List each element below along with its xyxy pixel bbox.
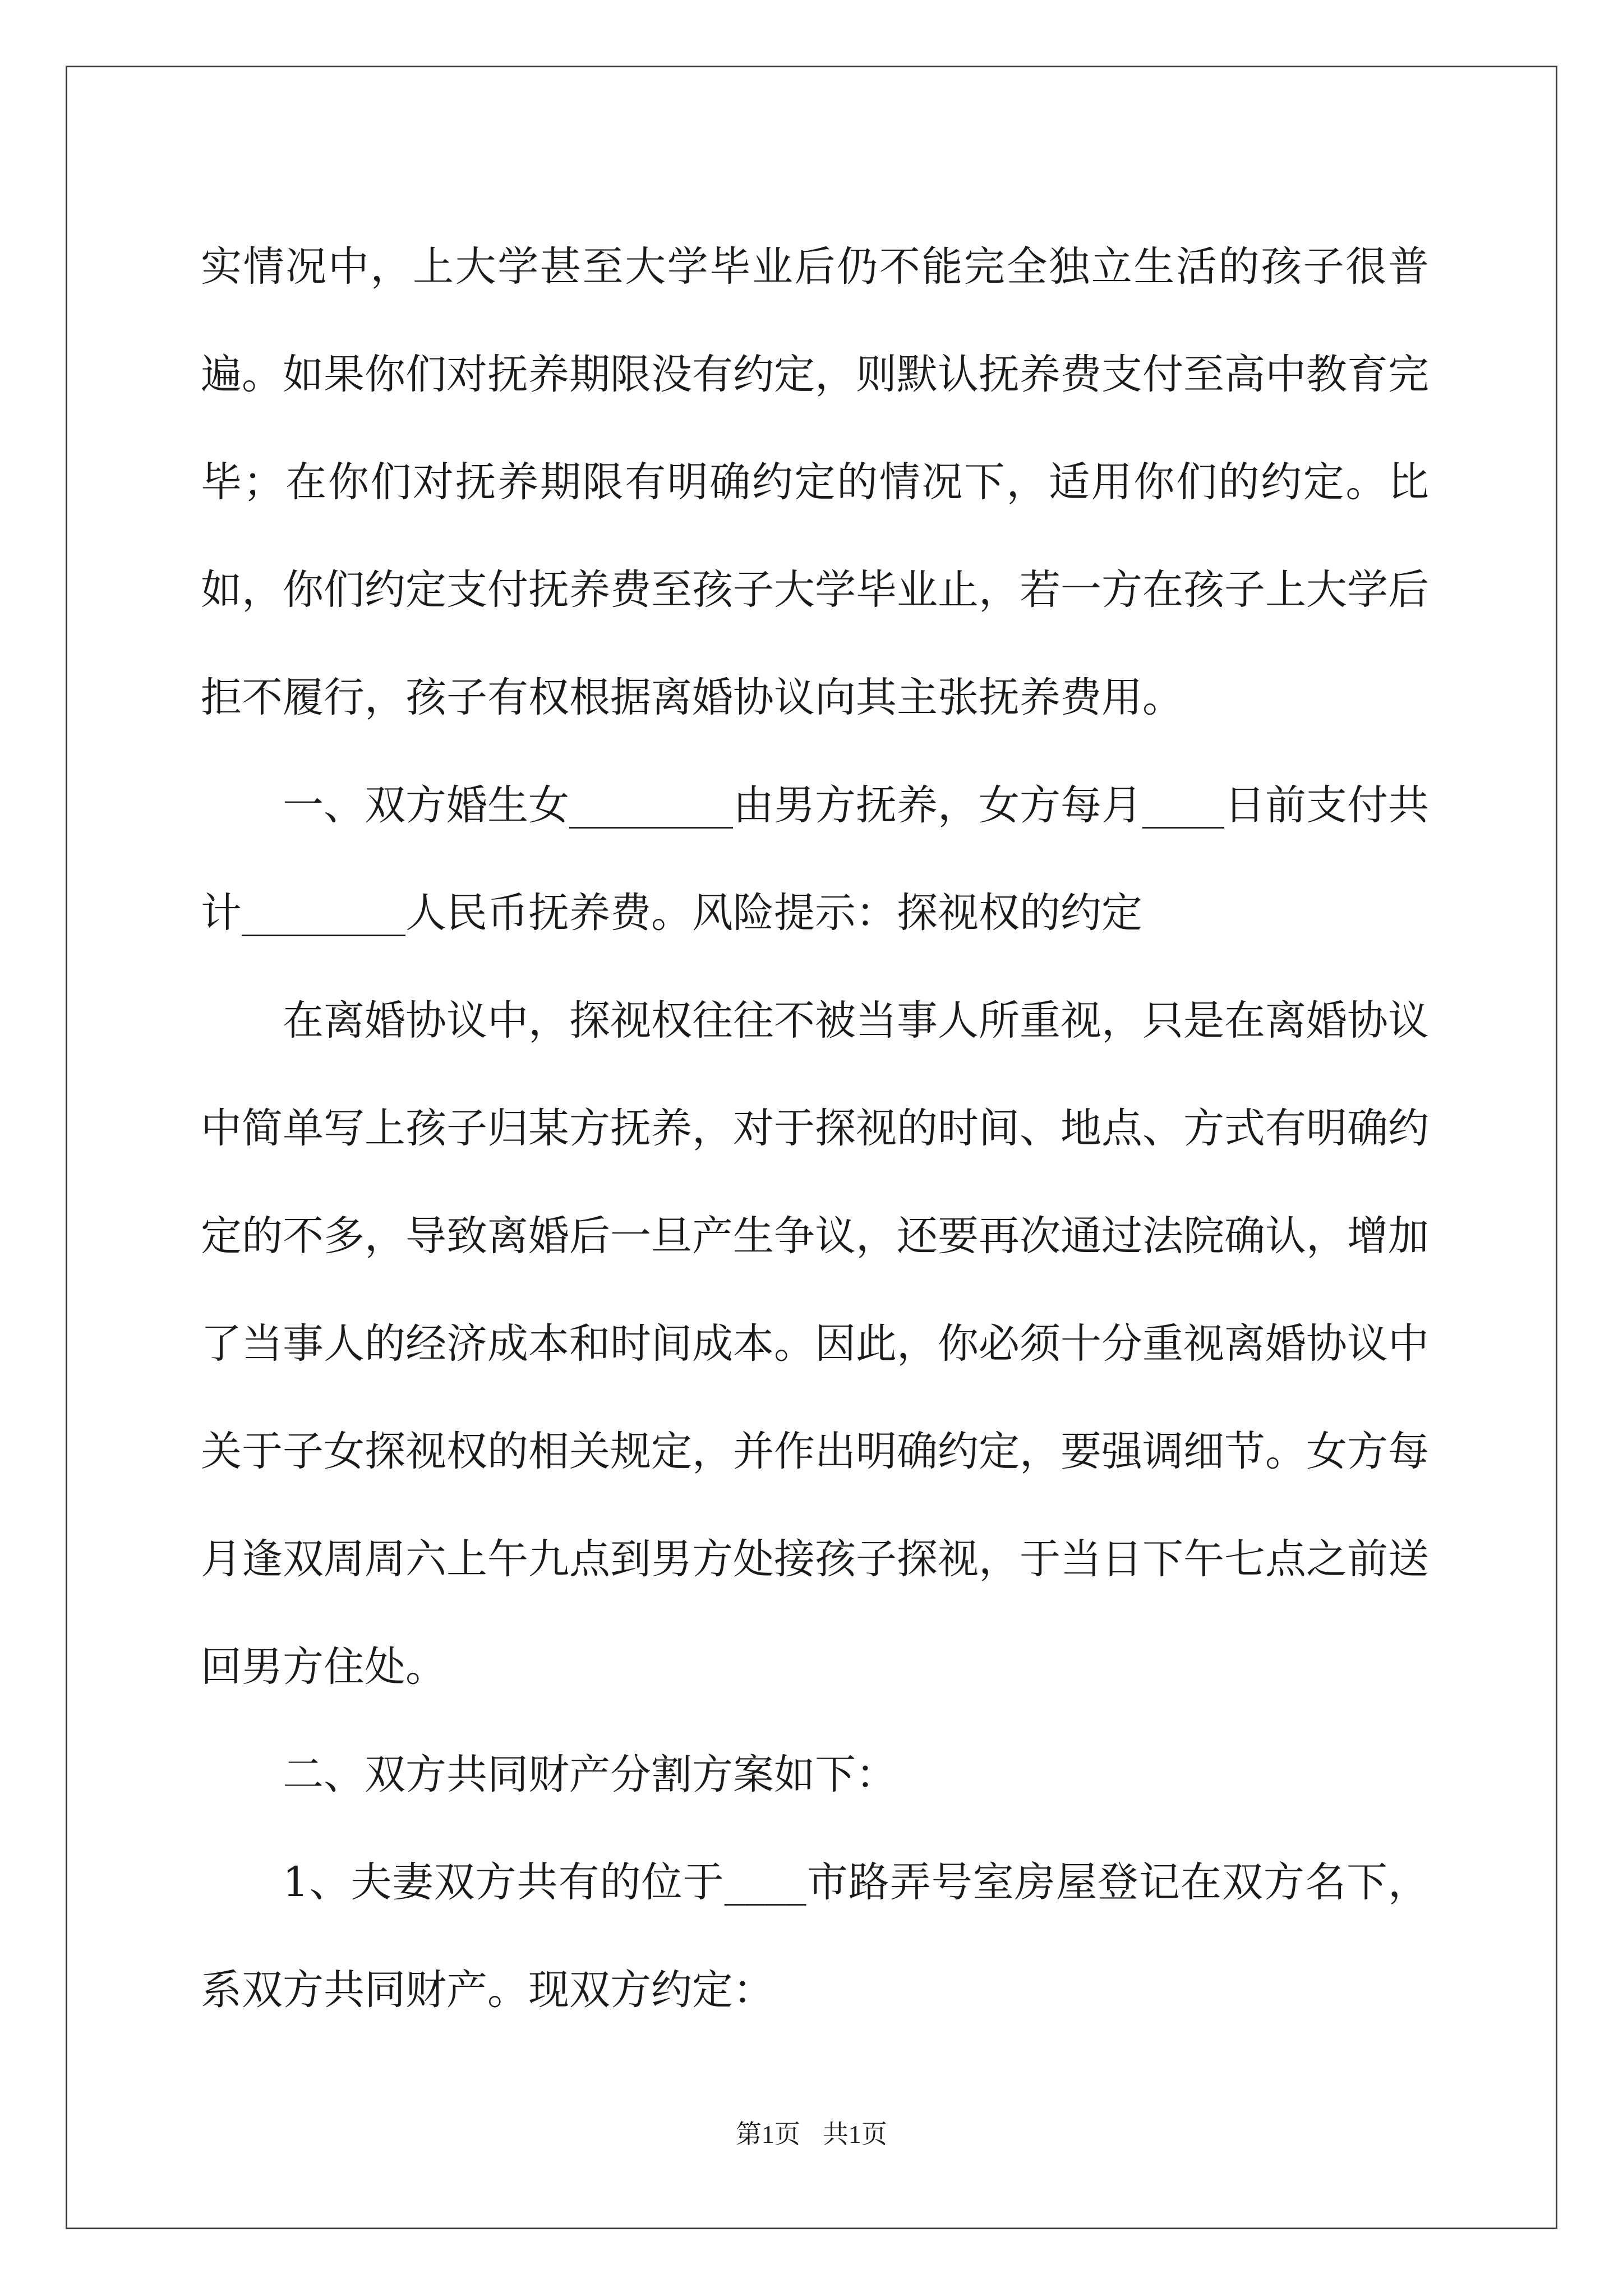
paragraph-5: 1、夫妻双方共有的位于____市路弄号室房屋登记在双方名下，系双方共同财产。现双方约定： bbox=[201, 1858, 1429, 2014]
page-number: 第1页 bbox=[736, 2120, 800, 2148]
document-body bbox=[201, 213, 1429, 2044]
paragraph-1: 实情况中，上大学甚至大学毕业后仍不能完全独立生活的孩子很普遍。如果你们对抚养期限没有约定，则默认抚养费支付至高中教育完毕；在你们对抚养期限有明确约定的情况下，适用你们的约定。比如，你们约定支付抚养费至孩子大学毕业止，若一方在孩子上大学后拒不履行，孩子有权根据离婚协议向其主张抚养费用。 bbox=[201, 243, 1429, 721]
page-footer bbox=[0, 2118, 1623, 2151]
page-total: 共1页 bbox=[823, 2120, 887, 2148]
paragraph-3: 在离婚协议中，探视权往往不被当事人所重视，只是在离婚协议中简单写上孩子归某方抚养，对于探视的时间、地点、方式有明确约定的不多，导致离婚后一旦产生争议，还要再次通过法院确认，增加了当事人的经济成本和时间成本。因此，你必须十分重视离婚协议中关于子女探视权的相关规定，并作出明确约定，要强调细节。女方每月逢双周周六上午九点到男方处接孩子探视，于当日下午七点之前送回男方住处。 bbox=[201, 997, 1429, 1691]
paragraph-2: 一、双方婚生女________由男方抚养，女方每月____日前支付共计________人民币抚养费。风险提示：探视权的约定 bbox=[201, 781, 1429, 937]
paragraph-4: 二、双方共同财产分割方案如下： bbox=[283, 1751, 897, 1798]
